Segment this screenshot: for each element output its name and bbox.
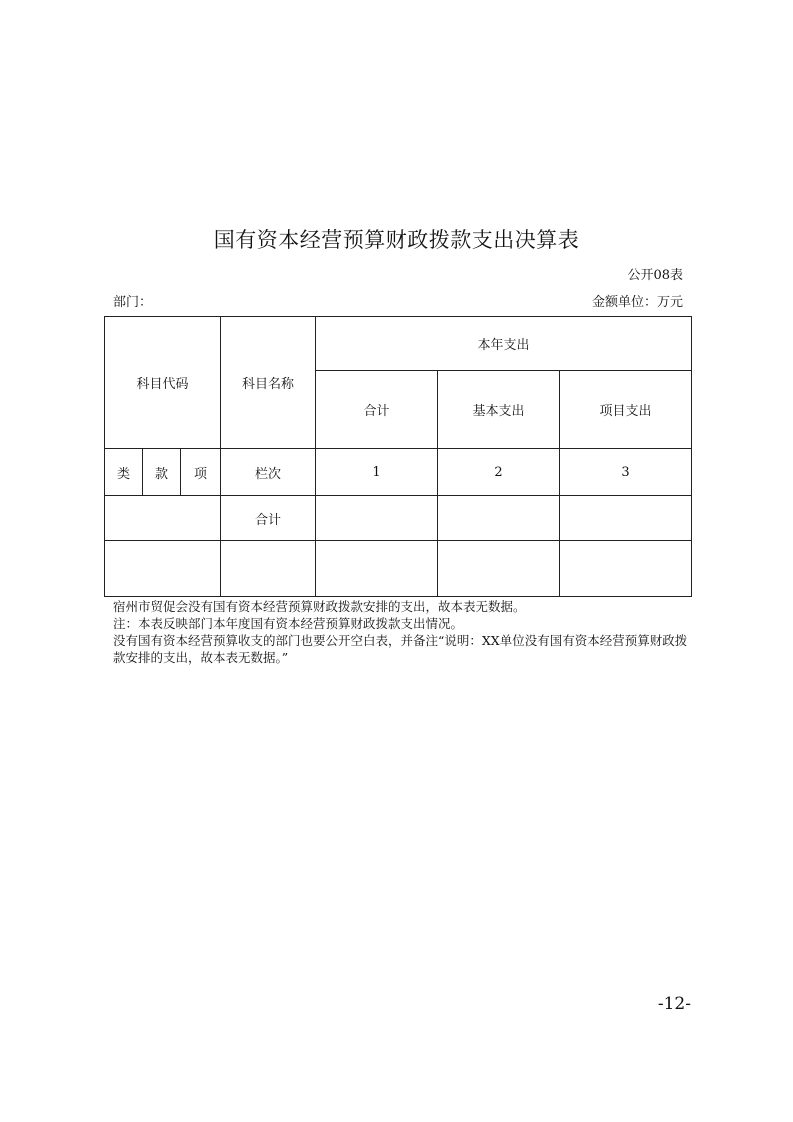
header-subject-name: 科目名称 <box>221 317 316 449</box>
amount-unit-label: 金额单位：万元 <box>591 295 683 310</box>
total-row <box>105 496 692 541</box>
empty-total-cell <box>316 541 438 597</box>
empty-basic-cell <box>438 541 560 597</box>
header-basic-expenditure: 基本支出 <box>438 371 560 449</box>
form-number: 公开08表 <box>627 268 683 283</box>
header-row-1 <box>105 317 692 371</box>
column-category: 类 <box>105 449 143 496</box>
column-label: 栏次 <box>221 449 316 496</box>
column-section: 款 <box>143 449 181 496</box>
total-row-total-value <box>316 496 438 541</box>
column-item: 项 <box>181 449 221 496</box>
notes-section <box>113 598 693 666</box>
table-note: 注：本表反映部门本年度国有资本经营预算财政拨款支出情况。 <box>113 616 464 631</box>
empty-data-row <box>105 541 692 597</box>
column-number-2: 2 <box>438 449 560 496</box>
column-number-3: 3 <box>560 449 692 496</box>
total-row-basic-value <box>438 496 560 541</box>
page-number: -12- <box>657 994 691 1014</box>
document-title: 国有资本经营预算财政拨款支出决算表 <box>213 228 580 252</box>
empty-name-cell <box>221 541 316 597</box>
total-row-project-value <box>560 496 692 541</box>
header-subject-code: 科目代码 <box>105 317 221 449</box>
column-number-1: 1 <box>316 449 438 496</box>
empty-project-cell <box>560 541 692 597</box>
department-label: 部门： <box>113 295 153 310</box>
empty-code-cell <box>105 541 221 597</box>
header-total: 合计 <box>316 371 438 449</box>
header-project-expenditure: 项目支出 <box>560 371 692 449</box>
header-current-year-expenditure: 本年支出 <box>316 317 692 371</box>
total-row-label: 合计 <box>221 496 316 541</box>
disclosure-requirement-note: 没有国有资本经营预算收支的部门也要公开空白表，并备注“说明：XX单位没有国有资本经营预算财政拨款安排的支出，故本表无数据。” <box>113 633 688 665</box>
expenditure-table <box>104 316 692 597</box>
total-row-code-cell <box>105 496 221 541</box>
no-data-statement: 宿州市贸促会没有国有资本经营预算财政拨款安排的支出，故本表无数据。 <box>113 599 526 614</box>
column-number-row <box>105 449 692 496</box>
